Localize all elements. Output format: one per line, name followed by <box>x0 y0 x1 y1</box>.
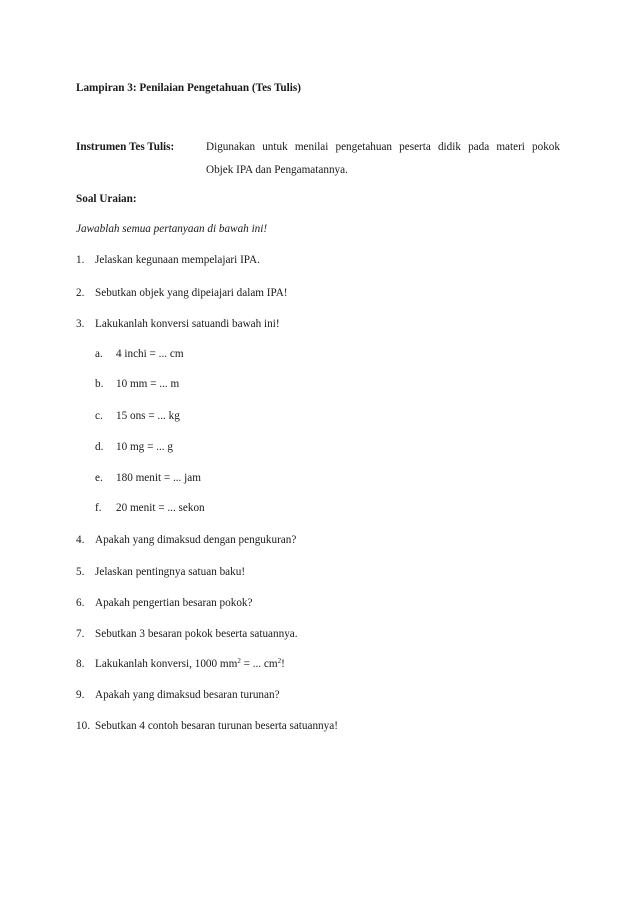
subitem-text: 180 menit = ... jam <box>116 472 201 484</box>
subitem-letter: e. <box>95 472 103 484</box>
instrument-label: Instrumen Tes Tulis: <box>76 141 175 153</box>
question-text-part: Lakukanlah konversi, 1000 mm <box>95 658 238 670</box>
superscript: 2 <box>237 657 241 665</box>
question-item <box>76 719 338 733</box>
superscript: 2 <box>277 657 282 665</box>
question-item <box>76 253 260 267</box>
subitem-text: 10 mm = ... m <box>116 378 180 390</box>
question-item <box>76 657 285 671</box>
instruction-text: Jawablah semua pertanyaan di bawah ini! <box>76 223 268 235</box>
question-number: 2. <box>76 287 85 299</box>
question-number: 3. <box>76 318 85 330</box>
document-title: Lampiran 3: Penilaian Pengetahuan (Tes Tulis) <box>76 82 301 94</box>
question-item <box>76 627 298 641</box>
question-text-part: ! <box>281 658 285 670</box>
question-number: 6. <box>76 597 85 609</box>
subitem-text: 10 mg = ... g <box>116 441 173 453</box>
subitem-letter: f. <box>95 502 102 514</box>
question-number: 8. <box>76 658 85 670</box>
subitem <box>95 347 184 361</box>
question-number: 7. <box>76 628 85 640</box>
question-text-part: = ... cm <box>240 658 278 670</box>
question-item <box>76 286 288 300</box>
question-number: 1. <box>76 254 85 266</box>
subitem <box>95 409 180 423</box>
question-text: Sebutkan 4 contoh besaran turunan beserta satuannya! <box>95 720 338 732</box>
question-text: Sebutkan objek yang dipeiajari dalam IPA! <box>95 287 288 299</box>
instrument-description-line1: Digunakan untuk menilai pengetahuan peserta didik pada materi pokok <box>206 141 560 153</box>
subitem-letter: a. <box>95 348 103 360</box>
section-heading: Soal Uraian: <box>76 193 137 205</box>
question-item <box>76 688 280 702</box>
subitem-text: 20 menit = ... sekon <box>116 502 205 514</box>
question-text: Apakah yang dimaksud dengan pengukuran? <box>95 534 297 546</box>
instrument-description-line2: Objek IPA dan Pengamatannya. <box>206 164 348 176</box>
question-item <box>76 596 253 610</box>
subitem <box>95 377 179 391</box>
subitem-letter: b. <box>95 378 104 390</box>
subitem-letter: d. <box>95 441 104 453</box>
subitem-text: 4 inchi = ... cm <box>116 348 184 360</box>
question-text: Apakah pengertian besaran pokok? <box>95 597 253 609</box>
question-item <box>76 317 280 331</box>
subitem <box>95 471 201 485</box>
question-text: Jelaskan pentingnya satuan baku! <box>95 566 246 578</box>
question-text: Sebutkan 3 besaran pokok beserta satuannya. <box>95 628 298 640</box>
question-item <box>76 533 296 547</box>
question-number: 10. <box>76 720 90 732</box>
subitem <box>95 501 205 515</box>
question-number: 5. <box>76 566 85 578</box>
subitem-text: 15 ons = ... kg <box>116 410 180 422</box>
question-number: 9. <box>76 689 85 701</box>
question-item <box>76 565 245 579</box>
subitem-letter: c. <box>95 410 103 422</box>
question-text: Lakukanlah konversi satuandi bawah ini! <box>95 318 280 330</box>
question-text: Jelaskan kegunaan mempelajari IPA. <box>95 254 260 266</box>
question-number: 4. <box>76 534 85 546</box>
question-text: Apakah yang dimaksud besaran turunan? <box>95 689 280 701</box>
subitem <box>95 440 173 454</box>
